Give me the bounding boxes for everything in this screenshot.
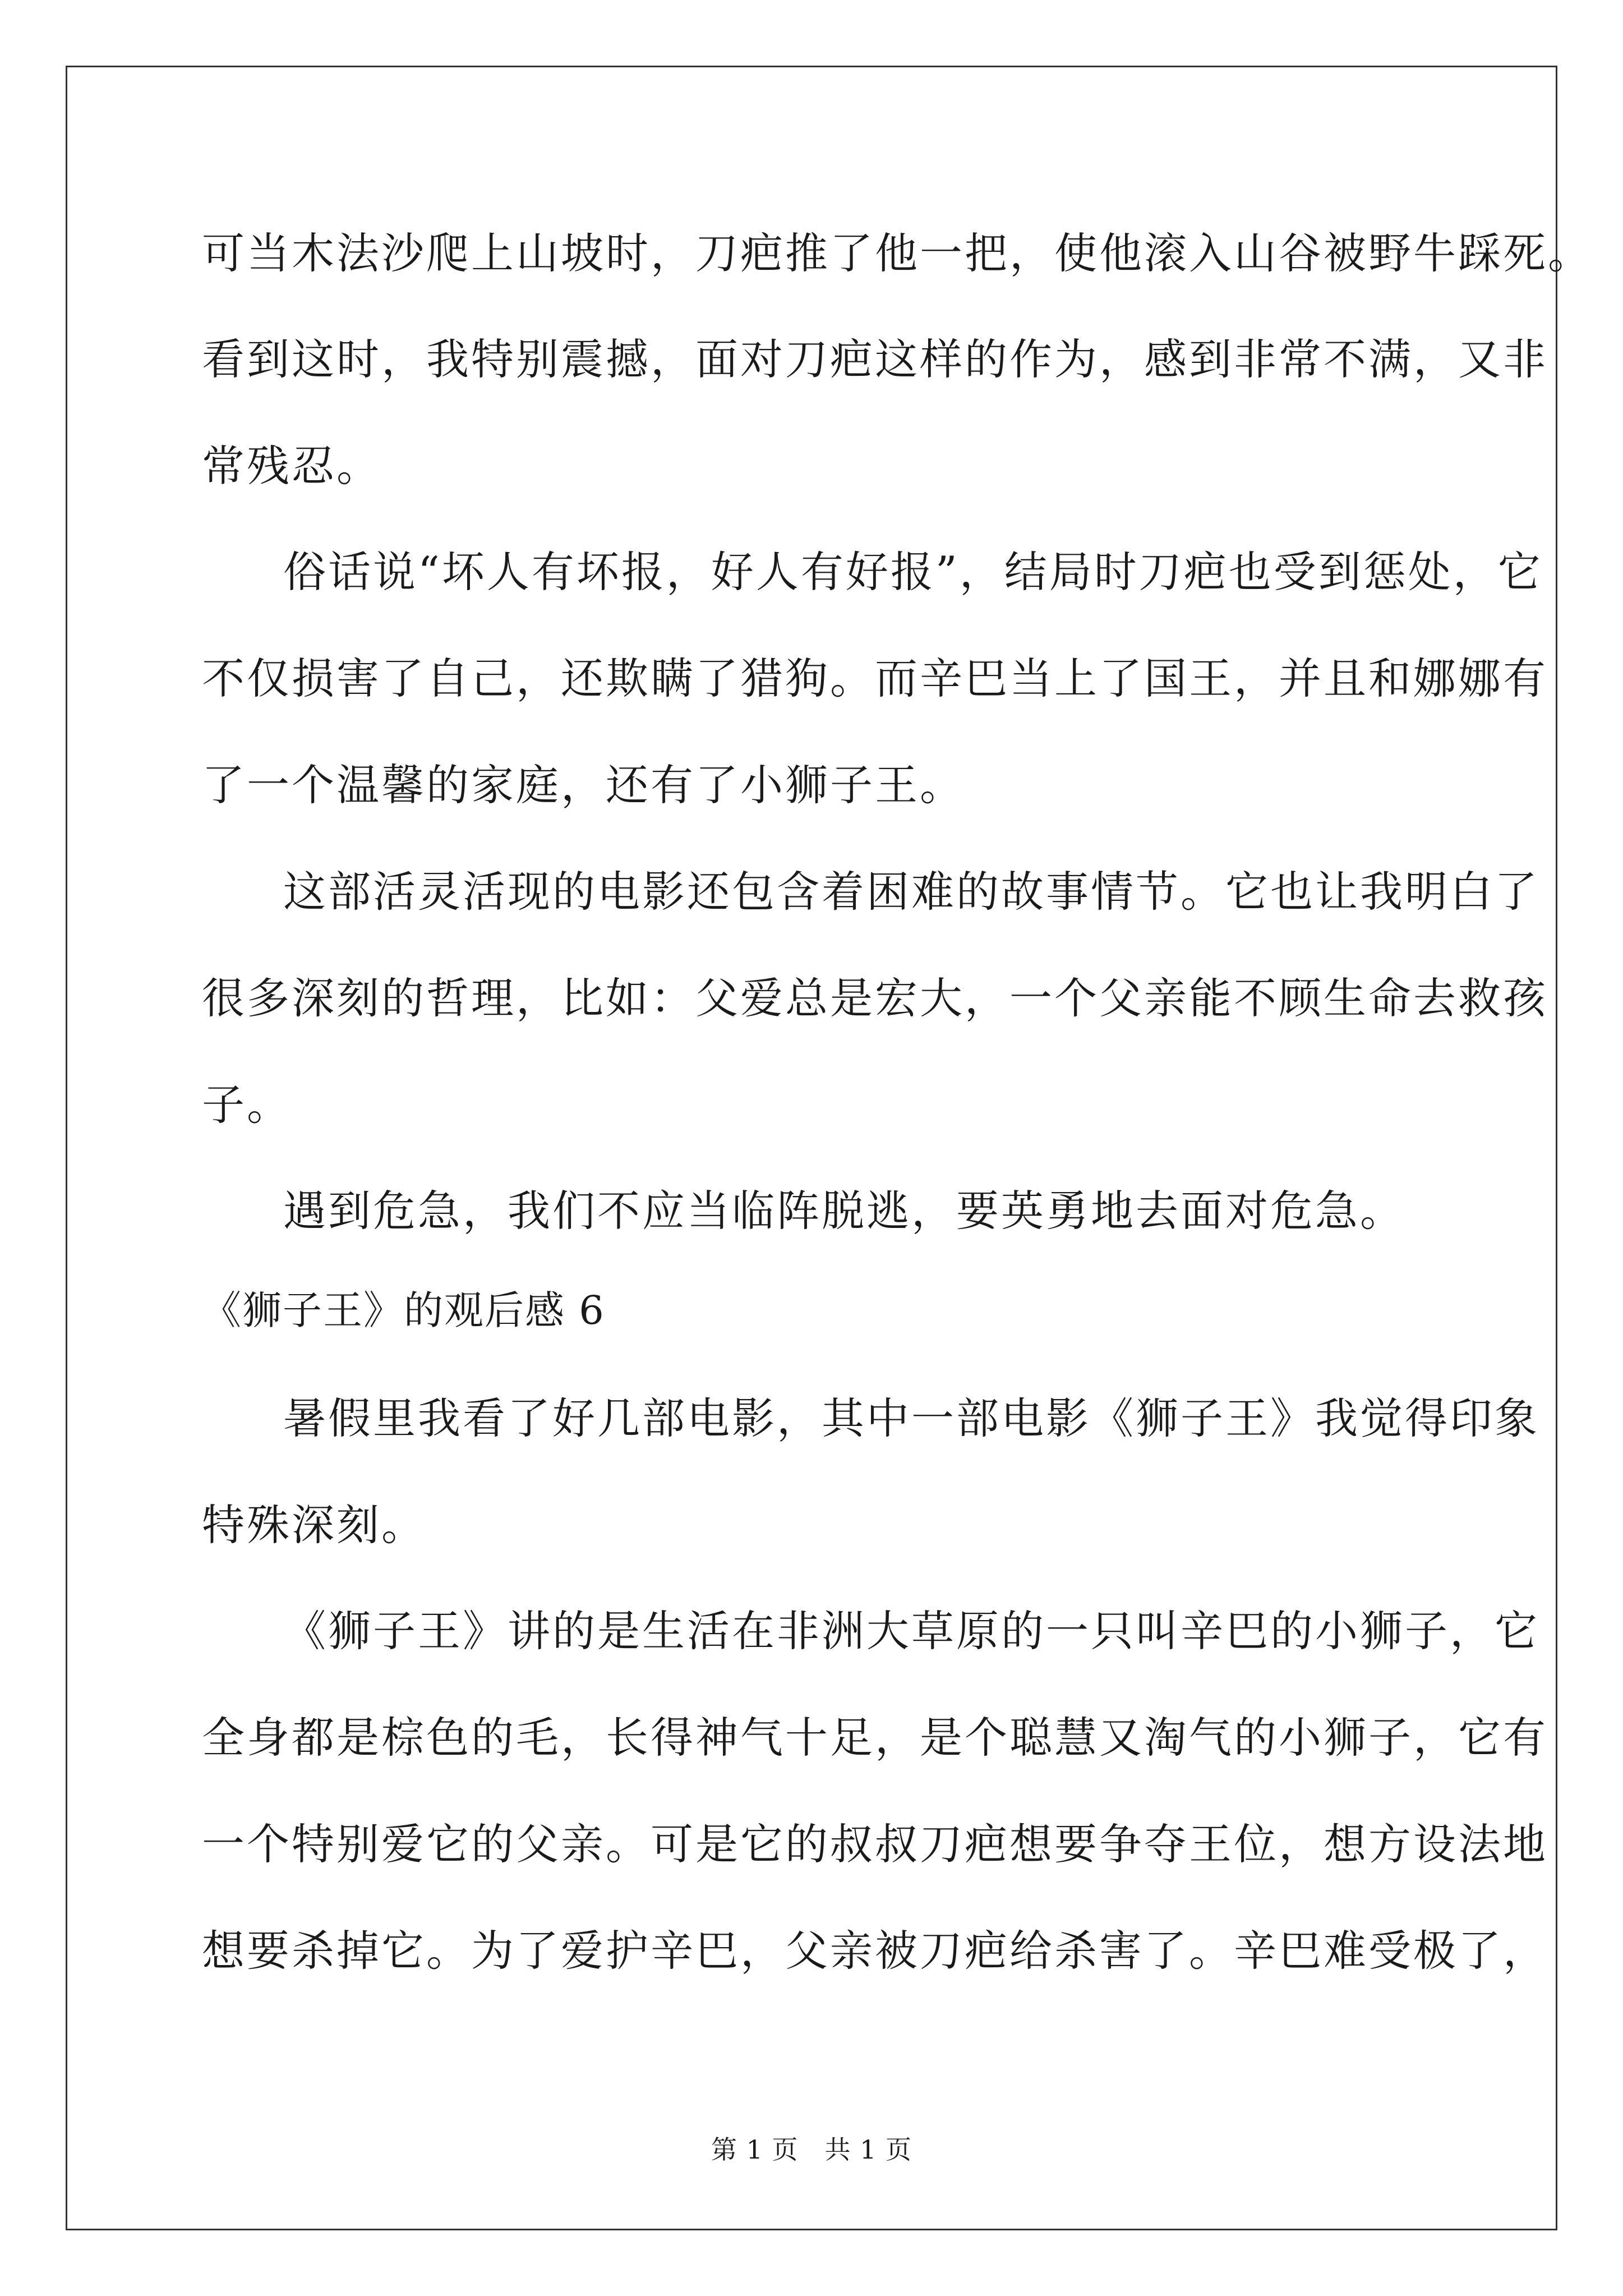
paragraph-line: 遇到危急，我们不应当临阵脱逃，要英勇地去面对危急。 [283,1186,1405,1236]
paragraph-line: 可当木法沙爬上山坡时，刀疤推了他一把，使他滚入山谷被野牛踩死。 [202,228,1593,278]
paragraph-line: 特殊深刻。 [202,1500,426,1550]
paragraph-line: 暑假里我看了好几部电影，其中一部电影《狮子王》我觉得印象 [283,1393,1539,1443]
paragraph-line: 全身都是棕色的毛，长得神气十足，是个聪慧又淘气的小狮子，它有 [202,1713,1548,1763]
section-title: 《狮子王》的观后感 6 [202,1287,605,1333]
paragraph-line: 《狮子王》讲的是生活在非洲大草原的一只叫辛巴的小狮子，它 [283,1606,1539,1656]
paragraph-line: 很多深刻的哲理，比如：父爱总是宏大，一个父亲能不顾生命去救孩 [202,973,1548,1023]
paragraph-line: 想要杀掉它。为了爱护辛巴，父亲被刀疤给杀害了。辛巴难受极了， [202,1926,1548,1976]
paragraph-line: 子。 [202,1080,292,1130]
page-number: 第 1 页 共 1 页 [711,2134,912,2165]
paragraph-line: 俗话说“坏人有坏报，好人有好报”，结局时刀疤也受到惩处，它 [283,547,1543,597]
paragraph-line: 了一个温馨的家庭，还有了小狮子王。 [202,760,965,810]
paragraph-line: 看到这时，我特别震撼，面对刀疤这样的作为，感到非常不满，又非 [202,334,1548,384]
page-border [66,66,1557,2230]
paragraph-line: 这部活灵活现的电影还包含着困难的故事情节。它也让我明白了 [283,867,1539,917]
paragraph-line: 常残忍。 [202,441,381,491]
paragraph-line: 一个特别爱它的父亲。可是它的叔叔刀疤想要争夺王位，想方设法地 [202,1819,1548,1869]
paragraph-line: 不仅损害了自己，还欺瞒了猎狗。而辛巴当上了国王，并且和娜娜有 [202,654,1548,703]
